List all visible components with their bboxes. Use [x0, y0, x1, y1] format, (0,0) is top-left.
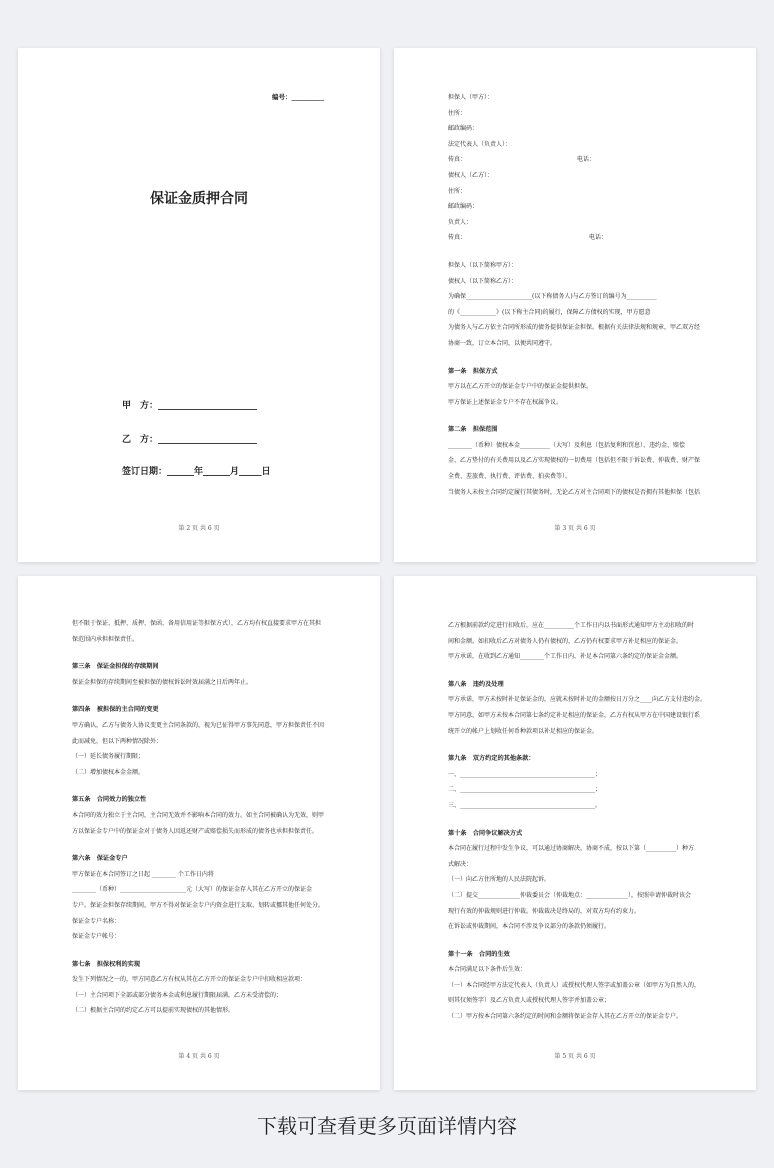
clause-heading: 第七条 担保权利的实现: [72, 960, 141, 968]
page-footer: 第 4 页 共 6 页: [178, 1053, 220, 1060]
text-line: 现行有效的仲裁规则进行仲裁。仲裁裁决是终局的，对双方均有约束力。: [448, 907, 641, 915]
paragraph-gap: [448, 665, 706, 677]
text-line: 三、_____________________________________________。: [448, 801, 602, 809]
text-line: 甲方承诺，甲方未按时补足保证金的，应就未按时补足的金额按日万分之____向乙方支付违约金。: [448, 696, 706, 704]
paragraph-gap: [72, 780, 330, 792]
text-line: 但不限于保证、抵押、质押、保函、备用信用证等担保方式），乙方均有权直接要求甲方在其担: [72, 620, 322, 627]
text-line: （一）延长债务履行期限；: [72, 753, 145, 761]
clause-heading: 第九条 双方约定的其他条款：: [448, 755, 535, 763]
text-line: 方以保证金专户中的保证金对于债务人因返还财产或赔偿损失而形成的债务也承担担保责任。: [72, 827, 319, 835]
text-line: 二、_____________________________________________；: [448, 786, 602, 794]
page-content: [448, 618, 706, 1025]
document-page-5: [394, 576, 756, 1090]
cover-page: [18, 48, 380, 562]
contract-title: 保证金质押合同: [150, 191, 248, 207]
clause-heading: 第三条 保证金担保的存续期间: [72, 663, 159, 671]
text-line: 担保人（甲方）：: [448, 94, 494, 101]
clause-heading: 第五条 合同效力的独立性: [72, 796, 147, 804]
paragraph-gap: [448, 935, 706, 947]
text-line: （一）向乙方住所地的人民法院起诉。: [448, 876, 551, 884]
text-line: 甲方确认，乙方与债务人协议变更主合同条款的，视为已征得甲方事先同意，甲方担保责任不因: [72, 721, 325, 729]
text-line: ________（币种）债权本金__________（大写）及利息（包括复利和罚息）、违约金、赔偿: [448, 441, 686, 449]
page-footer: 第 5 页 共 6 页: [554, 1053, 596, 1060]
text-line: 的《____________》(以下称主合同)的履行，保障乙方债权的实现，甲方愿意: [448, 308, 651, 316]
contract-number: 编号：__________: [272, 93, 324, 101]
text-line: 本合同满足以下条件后生效：: [448, 966, 527, 974]
page-content: [72, 616, 330, 1019]
text-line: 发生下列情况之一的，甲方同意乙方有权从其在乙方开立的保证金专户中扣收相应款项：: [72, 976, 307, 984]
text-line: 债权人（以下简称乙方）：: [448, 277, 518, 285]
paragraph-gap: [448, 814, 706, 826]
text-line: 担保人（以下简称甲方）：: [448, 261, 518, 269]
text-line: 式解决：: [448, 860, 473, 868]
paragraph-gap: [448, 739, 706, 751]
text-line: （一）本合同经甲方法定代表人（负责人）或授权代理人签字或加盖公章（如甲方为自然人的，: [448, 981, 701, 989]
text-line: 为确保______________________(以下称债务人)与乙方签订的编号为__________: [448, 293, 657, 301]
text-line: 在诉讼或仲裁期间，本合同不涉及争议部分的条款仍须履行。: [448, 923, 611, 931]
text-line: （二）甲方按本合同第六条约定的时间和金额将保证金存入其在乙方开立的保证金专户。: [448, 1013, 683, 1021]
text-line: 统开立的帐户上划收任何币种款项以补足相应的保证金。: [448, 727, 599, 735]
clause-heading: 第一条 担保方式: [448, 367, 498, 375]
text-line: 法定代表人（负责人）：: [448, 140, 512, 148]
text-line: 甲方以在乙方开立的保证金专户中的保证金提供担保。: [448, 383, 593, 391]
clause-heading: 第十一条 合同的生效: [448, 950, 510, 958]
text-line: 为债务人与乙方依主合同所形成的债务提供保证金担保。根据有关法律法规和规章，甲乙双方经: [448, 324, 701, 332]
document-page-4: [18, 576, 380, 1090]
text-line: 保证金专户名称：: [72, 917, 121, 925]
text-line: 传真： 电话：: [448, 234, 608, 242]
text-line: （二）增加债权本金金额。: [72, 768, 145, 776]
clause-heading: 第六条 保证金专户: [72, 855, 128, 863]
text-line: 负责人：: [448, 218, 473, 226]
download-banner: 下载可查看更多页面详情内容: [257, 1114, 517, 1138]
text-line: （二）根据主合同的约定乙方可以提前实现债权的其他情形。: [72, 1007, 235, 1015]
text-line: 保证金专户帐号：: [72, 933, 121, 941]
clause-heading: 第十条 合同争议解决方式: [448, 829, 523, 837]
text-line: 当债务人未按主合同约定履行其债务时，无论乙方对主合同项下的债权是否拥有其他担保（包括: [448, 488, 701, 496]
paragraph-gap: [448, 352, 706, 364]
text-line: 本合同在履行过程中发生争议，可以通过协商解决，协商不成，按以下第（__________）种方: [448, 845, 695, 853]
text-line: 邮政编码：: [448, 203, 479, 211]
text-line: 全费、差旅费、执行费、评估费、拍卖费等）。: [448, 473, 572, 481]
clause-heading: 第四条 被担保的主合同的变更: [72, 706, 159, 714]
paragraph-gap: [72, 647, 330, 659]
party-a-field: 甲 方：______________________: [122, 401, 258, 411]
text-line: 住所：: [448, 109, 467, 117]
text-line: 间和金额。如扣收后乙方对债务人仍有债权的，乙方仍有权要求甲方补足相应的保证金。: [448, 637, 683, 645]
text-line: 则其仅须签字）及乙方负责人或授权代理人签字并加盖公章；: [448, 997, 611, 1005]
text-line: 邮政编码：: [448, 125, 479, 133]
text-line: 债权人（乙方）：: [448, 171, 494, 179]
text-line: （一）主合同项下全部或部分债务本金或利息履行期限届满，乙方未受清偿的；: [72, 991, 283, 999]
text-line: （二）提交______________仲裁委员会（仲裁地点：______________），按照申请仲裁时该会: [448, 891, 692, 899]
text-line: 本合同的效力独立于主合同，主合同无效并不影响本合同的效力。如主合同被确认为无效，则甲: [72, 811, 325, 819]
page-footer: 第 3 页 共 6 页: [554, 525, 596, 532]
text-line: ________（币种）______________________元（大写）的保证金存入其在乙方开立的保证金: [72, 886, 313, 894]
text-line: 住所：: [448, 187, 467, 195]
text-line: 协商一致，订立本合同，以便共同遵守。: [448, 339, 557, 347]
text-line: 甲方承诺，在收到乙方通知________个工作日内，补足本合同第六条约定的保证金金额。: [448, 653, 683, 661]
text-line: 保证金担保的存续期间至被担保的债权诉讼时效届满之日后两年止。: [72, 678, 253, 686]
text-line: 一、_____________________________________________；: [448, 770, 602, 778]
sign-date-field: 签订日期：______年______月_____日: [122, 467, 271, 477]
page-footer: 第 2 页 共 6 页: [178, 525, 220, 532]
paragraph-gap: [72, 839, 330, 851]
text-line: 甲方保证在本合同签订之日起 ________ 个工作日内将: [72, 870, 214, 878]
paragraph-gap: [448, 246, 706, 258]
clause-heading: 第二条 担保范围: [448, 426, 498, 434]
text-line: 金、乙方垫付的有关费用以及乙方实现债权的一切费用（包括但不限于诉讼费、仲裁费、财产保: [448, 457, 701, 465]
party-b-field: 乙 方：______________________: [122, 435, 258, 445]
text-line: 乙方根据前款约定进行扣收后，应在__________个工作日内以书面形式通知甲方主动扣收的时: [448, 622, 695, 629]
text-line: 甲方保证上述保证金专户不存在权属争议。: [448, 398, 563, 406]
text-line: 甲方同意，如甲方未按本合同第七条约定补足相应的保证金，乙方有权从甲方在中国建设银行系: [448, 711, 701, 719]
clause-heading: 第八条 违约及处理: [448, 680, 504, 688]
paragraph-gap: [72, 945, 330, 957]
text-line: 此而减免，但以下两种情况除外：: [72, 737, 163, 745]
text-line: 保范围内承担担保责任。: [72, 635, 139, 643]
paragraph-gap: [448, 410, 706, 422]
text-line: 专户。保证金担保存续期间，甲方不得对保证金专户内资金进行支取、划转或挪其他任何处分。: [72, 901, 325, 909]
text-line: 传真： 电话：: [448, 156, 596, 164]
document-page-3: [394, 48, 756, 562]
paragraph-gap: [72, 690, 330, 702]
page-content: [448, 90, 706, 500]
